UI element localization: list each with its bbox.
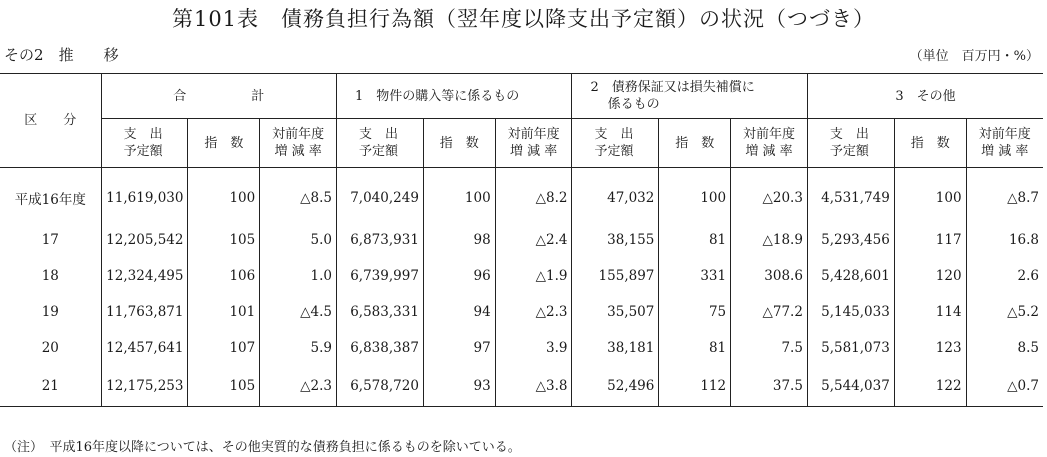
cell-index: 112 bbox=[659, 366, 731, 407]
cell-spend: 12,205,542 bbox=[101, 222, 188, 258]
table-row bbox=[0, 294, 1043, 330]
debt-burden-table bbox=[0, 73, 1043, 407]
cell-change: 3.9 bbox=[495, 330, 572, 366]
cell-spend: 5,544,037 bbox=[807, 366, 894, 407]
col-header-index: 指 数 bbox=[188, 119, 260, 168]
row-year: 21 bbox=[0, 366, 101, 407]
cell-index: 81 bbox=[659, 330, 731, 366]
cell-index: 100 bbox=[188, 168, 260, 223]
cell-index: 93 bbox=[423, 366, 495, 407]
col-header-spend: 支 出 予定額 bbox=[807, 119, 894, 168]
subtitle-name: 推 移 bbox=[58, 46, 119, 64]
row-year: 18 bbox=[41, 268, 59, 284]
cell-spend: 6,578,720 bbox=[337, 366, 424, 407]
footnote: （注） 平成16年度以降については、その他実質的な債務負担に係るものを除いている。 bbox=[4, 440, 521, 455]
cell-index: 81 bbox=[659, 222, 731, 258]
cell-change: △4.5 bbox=[260, 294, 337, 330]
group-header-goods: 1 物件の購入等に係るもの bbox=[337, 74, 572, 119]
cell-spend: 12,324,495 bbox=[101, 258, 188, 294]
cell-spend: 6,838,387 bbox=[337, 330, 424, 366]
cell-spend: 6,739,997 bbox=[337, 258, 424, 294]
group-header-other: 3 その他 bbox=[807, 74, 1043, 119]
cell-change: △8.5 bbox=[260, 168, 337, 223]
cell-change: △3.8 bbox=[495, 366, 572, 407]
cell-index: 120 bbox=[894, 258, 966, 294]
cell-change: △5.2 bbox=[966, 294, 1043, 330]
cell-spend: 38,155 bbox=[572, 222, 659, 258]
cell-spend: 6,583,331 bbox=[337, 294, 424, 330]
cell-change: 1.0 bbox=[260, 258, 337, 294]
table-row bbox=[0, 330, 1043, 366]
col-header-index: 指 数 bbox=[659, 119, 731, 168]
cell-index: 105 bbox=[188, 222, 260, 258]
cell-change: △18.9 bbox=[731, 222, 808, 258]
subtitle-part: その2 bbox=[4, 46, 44, 64]
cell-spend: 5,145,033 bbox=[807, 294, 894, 330]
col-header-change: 対前年度 増 減 率 bbox=[495, 119, 572, 168]
group-header-guarantee: 2 債務保証又は損失補償に 係るもの bbox=[572, 74, 807, 119]
col-header-change: 対前年度 増 減 率 bbox=[731, 119, 808, 168]
cell-spend: 6,873,931 bbox=[337, 222, 424, 258]
cell-change: 5.9 bbox=[260, 330, 337, 366]
row-year: 17 bbox=[41, 232, 59, 248]
cell-index: 123 bbox=[894, 330, 966, 366]
unit-label: （単位 百万円・%） bbox=[909, 49, 1039, 64]
cell-change: △2.4 bbox=[495, 222, 572, 258]
cell-spend: 11,763,871 bbox=[101, 294, 188, 330]
cell-spend: 5,428,601 bbox=[807, 258, 894, 294]
col-header-index: 指 数 bbox=[894, 119, 966, 168]
table-row bbox=[0, 366, 1043, 407]
cell-index: 97 bbox=[423, 330, 495, 366]
cell-change: 5.0 bbox=[260, 222, 337, 258]
cell-spend: 52,496 bbox=[572, 366, 659, 407]
cell-change: △2.3 bbox=[495, 294, 572, 330]
cell-spend: 47,032 bbox=[572, 168, 659, 223]
cell-change: 8.5 bbox=[966, 330, 1043, 366]
col-header-spend: 支 出 予定額 bbox=[572, 119, 659, 168]
row-year: 19 bbox=[41, 304, 59, 320]
cell-spend: 11,619,030 bbox=[101, 168, 188, 223]
cell-index: 100 bbox=[659, 168, 731, 223]
cell-change: △77.2 bbox=[731, 294, 808, 330]
cell-change: 2.6 bbox=[966, 258, 1043, 294]
cell-index: 106 bbox=[188, 258, 260, 294]
cell-change: 16.8 bbox=[966, 222, 1043, 258]
cell-index: 114 bbox=[894, 294, 966, 330]
cell-index: 331 bbox=[659, 258, 731, 294]
cell-index: 94 bbox=[423, 294, 495, 330]
cell-change: △8.2 bbox=[495, 168, 572, 223]
col-header-change: 対前年度 増 減 率 bbox=[966, 119, 1043, 168]
row-year: 平成16年度 bbox=[14, 192, 86, 208]
cell-change: 308.6 bbox=[731, 258, 808, 294]
cell-spend: 38,181 bbox=[572, 330, 659, 366]
cell-index: 107 bbox=[188, 330, 260, 366]
col-header-change: 対前年度 増 減 率 bbox=[260, 119, 337, 168]
cell-index: 100 bbox=[894, 168, 966, 223]
page-title: 第101表 債務負担行為額（翌年度以降支出予定額）の状況（つづき） bbox=[171, 7, 876, 31]
col-header-spend: 支 出 予定額 bbox=[101, 119, 188, 168]
cell-index: 117 bbox=[894, 222, 966, 258]
cell-spend: 7,040,249 bbox=[337, 168, 424, 223]
cell-index: 100 bbox=[423, 168, 495, 223]
cell-index: 101 bbox=[188, 294, 260, 330]
cell-change: 7.5 bbox=[731, 330, 808, 366]
cell-change: △8.7 bbox=[966, 168, 1043, 223]
group-header-total: 合 計 bbox=[101, 74, 336, 119]
cell-index: 105 bbox=[188, 366, 260, 407]
table-row bbox=[0, 168, 1043, 223]
table-row bbox=[0, 222, 1043, 258]
cell-spend: 12,457,641 bbox=[101, 330, 188, 366]
col-header-index: 指 数 bbox=[423, 119, 495, 168]
cell-change: 37.5 bbox=[731, 366, 808, 407]
cell-index: 96 bbox=[423, 258, 495, 294]
cell-spend: 155,897 bbox=[572, 258, 659, 294]
cell-index: 122 bbox=[894, 366, 966, 407]
cell-index: 75 bbox=[659, 294, 731, 330]
cell-spend: 5,293,456 bbox=[807, 222, 894, 258]
cell-change: △2.3 bbox=[260, 366, 337, 407]
cell-spend: 4,531,749 bbox=[807, 168, 894, 223]
col-header-spend: 支 出 予定額 bbox=[337, 119, 424, 168]
table-row bbox=[0, 258, 1043, 294]
cell-spend: 35,507 bbox=[572, 294, 659, 330]
cell-spend: 12,175,253 bbox=[101, 366, 188, 407]
cell-change: △20.3 bbox=[731, 168, 808, 223]
cell-spend: 5,581,073 bbox=[807, 330, 894, 366]
cell-change: △1.9 bbox=[495, 258, 572, 294]
category-header: 区 分 bbox=[0, 74, 101, 168]
cell-index: 98 bbox=[423, 222, 495, 258]
cell-change: △0.7 bbox=[966, 366, 1043, 407]
row-year: 20 bbox=[41, 340, 59, 356]
section-subtitle bbox=[4, 44, 119, 65]
